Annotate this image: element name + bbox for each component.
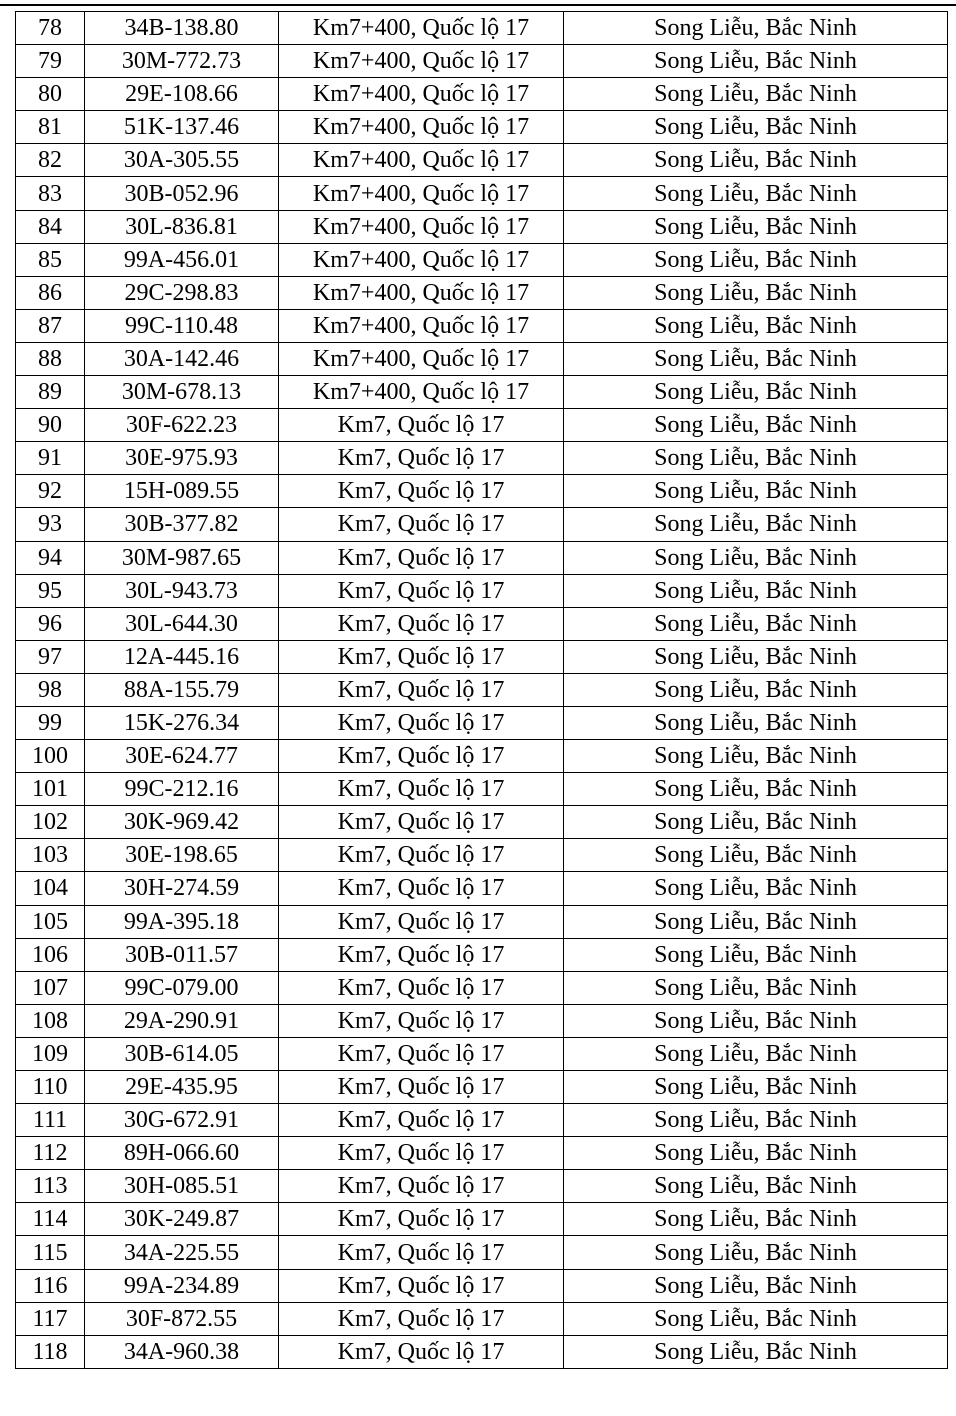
cell-license-plate: 30L-836.81: [85, 210, 279, 243]
cell-location: Km7, Quốc lộ 17: [279, 971, 564, 1004]
cell-license-plate: 30E-975.93: [85, 442, 279, 475]
table-row: [16, 607, 948, 640]
table-row: [16, 905, 948, 938]
cell-location: Km7+400, Quốc lộ 17: [279, 111, 564, 144]
cell-area: Song Liễu, Bắc Ninh: [564, 1203, 948, 1236]
cell-stt: 98: [16, 673, 85, 706]
table-row: [16, 45, 948, 78]
cell-stt: 111: [16, 1104, 85, 1137]
cell-area: Song Liễu, Bắc Ninh: [564, 938, 948, 971]
table-row: [16, 806, 948, 839]
cell-location: Km7, Quốc lộ 17: [279, 640, 564, 673]
cell-license-plate: 51K-137.46: [85, 111, 279, 144]
cell-license-plate: 29E-108.66: [85, 78, 279, 111]
cell-location: Km7, Quốc lộ 17: [279, 1269, 564, 1302]
cell-area: Song Liễu, Bắc Ninh: [564, 210, 948, 243]
cell-location: Km7, Quốc lộ 17: [279, 1236, 564, 1269]
cell-location: Km7, Quốc lộ 17: [279, 1104, 564, 1137]
cell-stt: 116: [16, 1269, 85, 1302]
cell-stt: 79: [16, 45, 85, 78]
cell-stt: 102: [16, 806, 85, 839]
cell-stt: 91: [16, 442, 85, 475]
cell-stt: 93: [16, 508, 85, 541]
cell-location: Km7+400, Quốc lộ 17: [279, 376, 564, 409]
cell-license-plate: 29E-435.95: [85, 1071, 279, 1104]
cell-location: Km7+400, Quốc lộ 17: [279, 342, 564, 375]
cell-area: Song Liễu, Bắc Ninh: [564, 243, 948, 276]
cell-location: Km7, Quốc lộ 17: [279, 1004, 564, 1037]
cell-license-plate: 30L-943.73: [85, 574, 279, 607]
cell-stt: 103: [16, 839, 85, 872]
cell-area: Song Liễu, Bắc Ninh: [564, 309, 948, 342]
cell-area: Song Liễu, Bắc Ninh: [564, 905, 948, 938]
cell-license-plate: 88A-155.79: [85, 673, 279, 706]
cell-stt: 107: [16, 971, 85, 1004]
cell-license-plate: 30A-305.55: [85, 144, 279, 177]
cell-license-plate: 30B-011.57: [85, 938, 279, 971]
cell-license-plate: 29C-298.83: [85, 276, 279, 309]
cell-license-plate: 12A-445.16: [85, 640, 279, 673]
cell-area: Song Liễu, Bắc Ninh: [564, 276, 948, 309]
cell-area: Song Liễu, Bắc Ninh: [564, 1071, 948, 1104]
cell-stt: 84: [16, 210, 85, 243]
table-row: [16, 1236, 948, 1269]
cell-license-plate: 99C-212.16: [85, 773, 279, 806]
table-row: [16, 342, 948, 375]
table-row: [16, 12, 948, 45]
cell-license-plate: 30F-622.23: [85, 409, 279, 442]
table-row: [16, 376, 948, 409]
cell-license-plate: 30M-678.13: [85, 376, 279, 409]
cell-license-plate: 99A-456.01: [85, 243, 279, 276]
cell-stt: 89: [16, 376, 85, 409]
table-row: [16, 673, 948, 706]
cell-license-plate: 30K-249.87: [85, 1203, 279, 1236]
cell-area: Song Liễu, Bắc Ninh: [564, 1037, 948, 1070]
cell-stt: 106: [16, 938, 85, 971]
cell-area: Song Liễu, Bắc Ninh: [564, 12, 948, 45]
table-row: [16, 706, 948, 739]
cell-location: Km7+400, Quốc lộ 17: [279, 177, 564, 210]
table-row: [16, 177, 948, 210]
cell-license-plate: 30B-377.82: [85, 508, 279, 541]
table-row: [16, 1335, 948, 1368]
table-row: [16, 574, 948, 607]
cell-stt: 101: [16, 773, 85, 806]
cell-location: Km7, Quốc lộ 17: [279, 1335, 564, 1368]
cell-license-plate: 99A-234.89: [85, 1269, 279, 1302]
table-row: [16, 541, 948, 574]
cell-location: Km7, Quốc lộ 17: [279, 442, 564, 475]
table-row: [16, 78, 948, 111]
cell-location: Km7, Quốc lộ 17: [279, 740, 564, 773]
cell-license-plate: 89H-066.60: [85, 1137, 279, 1170]
cell-stt: 83: [16, 177, 85, 210]
cell-stt: 85: [16, 243, 85, 276]
table-row: [16, 1137, 948, 1170]
cell-license-plate: 30A-142.46: [85, 342, 279, 375]
cell-license-plate: 30H-274.59: [85, 872, 279, 905]
table-row: [16, 409, 948, 442]
cell-license-plate: 30M-772.73: [85, 45, 279, 78]
cell-license-plate: 30B-614.05: [85, 1037, 279, 1070]
cell-area: Song Liễu, Bắc Ninh: [564, 1170, 948, 1203]
cell-stt: 108: [16, 1004, 85, 1037]
cell-area: Song Liễu, Bắc Ninh: [564, 376, 948, 409]
table-row: [16, 1071, 948, 1104]
cell-stt: 94: [16, 541, 85, 574]
table-row: [16, 1004, 948, 1037]
cell-stt: 80: [16, 78, 85, 111]
cell-area: Song Liễu, Bắc Ninh: [564, 1137, 948, 1170]
cell-stt: 115: [16, 1236, 85, 1269]
cell-location: Km7, Quốc lộ 17: [279, 872, 564, 905]
violations-table: [15, 11, 948, 1369]
table-row: [16, 1269, 948, 1302]
cell-stt: 86: [16, 276, 85, 309]
cell-license-plate: 29A-290.91: [85, 1004, 279, 1037]
cell-location: Km7+400, Quốc lộ 17: [279, 276, 564, 309]
cell-location: Km7+400, Quốc lộ 17: [279, 144, 564, 177]
cell-stt: 114: [16, 1203, 85, 1236]
cell-license-plate: 30L-644.30: [85, 607, 279, 640]
top-rule: [0, 4, 956, 6]
cell-stt: 96: [16, 607, 85, 640]
cell-location: Km7, Quốc lộ 17: [279, 541, 564, 574]
cell-area: Song Liễu, Bắc Ninh: [564, 1335, 948, 1368]
table-row: [16, 971, 948, 1004]
cell-stt: 112: [16, 1137, 85, 1170]
cell-stt: 104: [16, 872, 85, 905]
table-body: [16, 12, 948, 1369]
cell-area: Song Liễu, Bắc Ninh: [564, 773, 948, 806]
cell-location: Km7, Quốc lộ 17: [279, 1302, 564, 1335]
cell-area: Song Liễu, Bắc Ninh: [564, 409, 948, 442]
table-row: [16, 508, 948, 541]
cell-area: Song Liễu, Bắc Ninh: [564, 607, 948, 640]
cell-stt: 110: [16, 1071, 85, 1104]
cell-location: Km7+400, Quốc lộ 17: [279, 309, 564, 342]
cell-area: Song Liễu, Bắc Ninh: [564, 673, 948, 706]
cell-area: Song Liễu, Bắc Ninh: [564, 1104, 948, 1137]
cell-stt: 90: [16, 409, 85, 442]
cell-license-plate: 30B-052.96: [85, 177, 279, 210]
table-row: [16, 475, 948, 508]
cell-location: Km7+400, Quốc lộ 17: [279, 12, 564, 45]
cell-stt: 95: [16, 574, 85, 607]
cell-area: Song Liễu, Bắc Ninh: [564, 640, 948, 673]
table-row: [16, 243, 948, 276]
cell-license-plate: 30F-872.55: [85, 1302, 279, 1335]
cell-area: Song Liễu, Bắc Ninh: [564, 442, 948, 475]
cell-area: Song Liễu, Bắc Ninh: [564, 111, 948, 144]
table-row: [16, 938, 948, 971]
cell-stt: 118: [16, 1335, 85, 1368]
cell-license-plate: 34B-138.80: [85, 12, 279, 45]
cell-license-plate: 15K-276.34: [85, 706, 279, 739]
cell-location: Km7, Quốc lộ 17: [279, 475, 564, 508]
cell-stt: 78: [16, 12, 85, 45]
cell-location: Km7, Quốc lộ 17: [279, 508, 564, 541]
cell-location: Km7, Quốc lộ 17: [279, 839, 564, 872]
cell-license-plate: 30K-969.42: [85, 806, 279, 839]
cell-license-plate: 99A-395.18: [85, 905, 279, 938]
table-row: [16, 872, 948, 905]
cell-location: Km7, Quốc lộ 17: [279, 806, 564, 839]
cell-area: Song Liễu, Bắc Ninh: [564, 45, 948, 78]
cell-stt: 105: [16, 905, 85, 938]
cell-stt: 82: [16, 144, 85, 177]
cell-area: Song Liễu, Bắc Ninh: [564, 508, 948, 541]
cell-stt: 88: [16, 342, 85, 375]
cell-license-plate: 15H-089.55: [85, 475, 279, 508]
cell-stt: 109: [16, 1037, 85, 1070]
cell-area: Song Liễu, Bắc Ninh: [564, 1302, 948, 1335]
cell-location: Km7, Quốc lộ 17: [279, 1203, 564, 1236]
table-row: [16, 1302, 948, 1335]
cell-area: Song Liễu, Bắc Ninh: [564, 78, 948, 111]
table-row: [16, 1170, 948, 1203]
cell-area: Song Liễu, Bắc Ninh: [564, 1236, 948, 1269]
cell-area: Song Liễu, Bắc Ninh: [564, 144, 948, 177]
table-row: [16, 309, 948, 342]
cell-location: Km7, Quốc lộ 17: [279, 1071, 564, 1104]
cell-area: Song Liễu, Bắc Ninh: [564, 541, 948, 574]
cell-area: Song Liễu, Bắc Ninh: [564, 806, 948, 839]
cell-location: Km7+400, Quốc lộ 17: [279, 78, 564, 111]
cell-location: Km7, Quốc lộ 17: [279, 1137, 564, 1170]
cell-stt: 97: [16, 640, 85, 673]
table-row: [16, 1203, 948, 1236]
table-row: [16, 210, 948, 243]
cell-license-plate: 30H-085.51: [85, 1170, 279, 1203]
cell-license-plate: 30E-624.77: [85, 740, 279, 773]
cell-area: Song Liễu, Bắc Ninh: [564, 1004, 948, 1037]
cell-location: Km7+400, Quốc lộ 17: [279, 210, 564, 243]
cell-license-plate: 30E-198.65: [85, 839, 279, 872]
table-row: [16, 1037, 948, 1070]
cell-location: Km7+400, Quốc lộ 17: [279, 243, 564, 276]
table-row: [16, 111, 948, 144]
table-row: [16, 144, 948, 177]
cell-stt: 117: [16, 1302, 85, 1335]
cell-location: Km7, Quốc lộ 17: [279, 706, 564, 739]
cell-area: Song Liễu, Bắc Ninh: [564, 342, 948, 375]
cell-stt: 100: [16, 740, 85, 773]
table-row: [16, 276, 948, 309]
cell-area: Song Liễu, Bắc Ninh: [564, 839, 948, 872]
cell-stt: 99: [16, 706, 85, 739]
cell-area: Song Liễu, Bắc Ninh: [564, 177, 948, 210]
cell-stt: 92: [16, 475, 85, 508]
table-row: [16, 1104, 948, 1137]
cell-stt: 87: [16, 309, 85, 342]
cell-area: Song Liễu, Bắc Ninh: [564, 574, 948, 607]
cell-area: Song Liễu, Bắc Ninh: [564, 475, 948, 508]
table-row: [16, 773, 948, 806]
cell-location: Km7, Quốc lộ 17: [279, 773, 564, 806]
cell-location: Km7, Quốc lộ 17: [279, 938, 564, 971]
cell-location: Km7, Quốc lộ 17: [279, 673, 564, 706]
cell-area: Song Liễu, Bắc Ninh: [564, 740, 948, 773]
cell-area: Song Liễu, Bắc Ninh: [564, 1269, 948, 1302]
cell-location: Km7, Quốc lộ 17: [279, 409, 564, 442]
cell-area: Song Liễu, Bắc Ninh: [564, 706, 948, 739]
cell-area: Song Liễu, Bắc Ninh: [564, 971, 948, 1004]
cell-license-plate: 34A-225.55: [85, 1236, 279, 1269]
cell-stt: 81: [16, 111, 85, 144]
cell-location: Km7, Quốc lộ 17: [279, 607, 564, 640]
cell-location: Km7, Quốc lộ 17: [279, 1037, 564, 1070]
table-row: [16, 640, 948, 673]
cell-license-plate: 30M-987.65: [85, 541, 279, 574]
cell-license-plate: 30G-672.91: [85, 1104, 279, 1137]
cell-license-plate: 99C-110.48: [85, 309, 279, 342]
table-row: [16, 442, 948, 475]
cell-license-plate: 99C-079.00: [85, 971, 279, 1004]
table-row: [16, 839, 948, 872]
cell-location: Km7, Quốc lộ 17: [279, 1170, 564, 1203]
table-row: [16, 740, 948, 773]
cell-location: Km7, Quốc lộ 17: [279, 905, 564, 938]
cell-stt: 113: [16, 1170, 85, 1203]
cell-license-plate: 34A-960.38: [85, 1335, 279, 1368]
cell-location: Km7+400, Quốc lộ 17: [279, 45, 564, 78]
cell-location: Km7, Quốc lộ 17: [279, 574, 564, 607]
cell-area: Song Liễu, Bắc Ninh: [564, 872, 948, 905]
